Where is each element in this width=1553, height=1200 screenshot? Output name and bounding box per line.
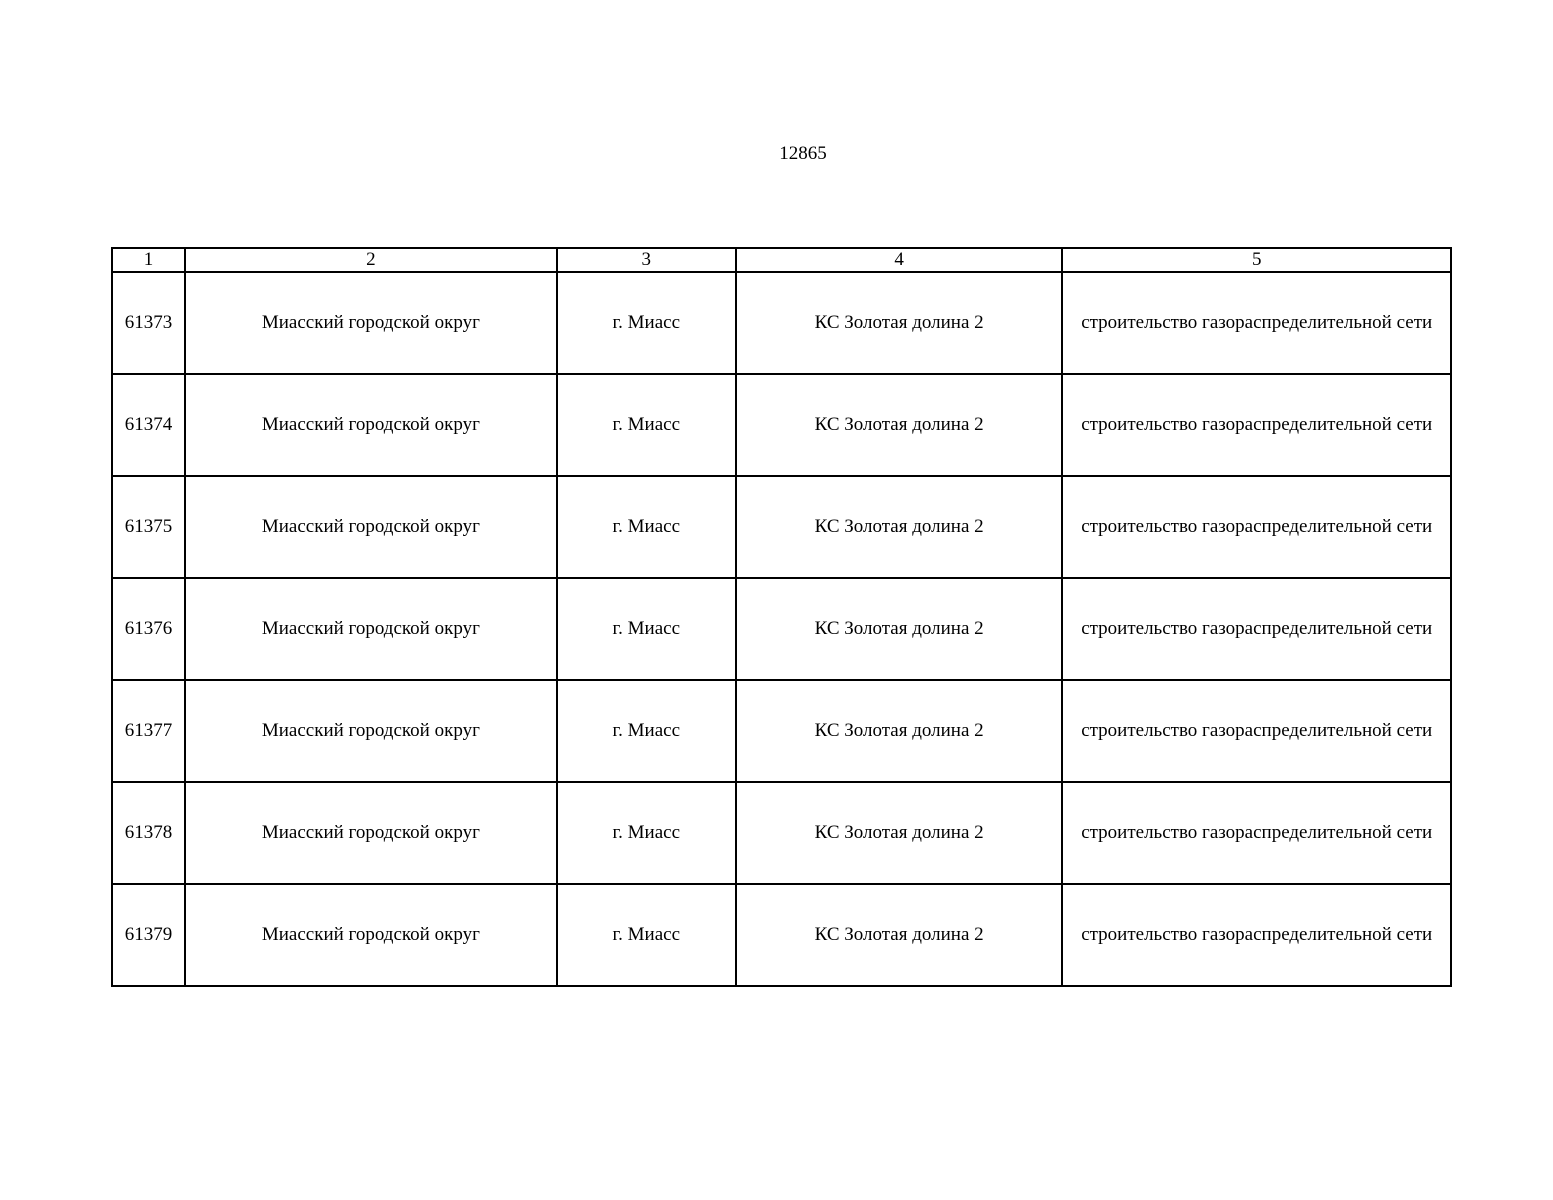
cell-source: КС Золотая долина 2 [736,272,1062,374]
table-row [112,680,1451,782]
table-row [112,272,1451,374]
column-header: 2 [185,248,557,272]
cell-municipality: Миасский городской округ [185,272,557,374]
cell-number: 61377 [112,680,185,782]
cell-number: 61378 [112,782,185,884]
cell-number: 61373 [112,272,185,374]
cell-settlement: г. Миасс [557,680,736,782]
table-row [112,782,1451,884]
cell-settlement: г. Миасс [557,578,736,680]
cell-number: 61375 [112,476,185,578]
table-header-row [112,248,1451,272]
cell-source: КС Золотая долина 2 [736,782,1062,884]
column-header: 3 [557,248,736,272]
cell-source: КС Золотая долина 2 [736,578,1062,680]
table-row [112,476,1451,578]
cell-settlement: г. Миасс [557,374,736,476]
data-table [111,247,1452,987]
cell-work-type: строительство газораспределительной сети [1062,782,1451,884]
cell-work-type: строительство газораспределительной сети [1062,884,1451,986]
table-row [112,578,1451,680]
cell-source: КС Золотая долина 2 [736,374,1062,476]
page-number: 12865 [779,143,827,164]
cell-source: КС Золотая долина 2 [736,476,1062,578]
column-header: 4 [736,248,1062,272]
column-header: 5 [1062,248,1451,272]
cell-number: 61379 [112,884,185,986]
table-row [112,374,1451,476]
cell-work-type: строительство газораспределительной сети [1062,476,1451,578]
cell-municipality: Миасский городской округ [185,578,557,680]
column-header: 1 [112,248,185,272]
cell-municipality: Миасский городской округ [185,884,557,986]
cell-source: КС Золотая долина 2 [736,884,1062,986]
cell-settlement: г. Миасс [557,782,736,884]
cell-work-type: строительство газораспределительной сети [1062,578,1451,680]
cell-municipality: Миасский городской округ [185,374,557,476]
cell-source: КС Золотая долина 2 [736,680,1062,782]
cell-work-type: строительство газораспределительной сети [1062,272,1451,374]
cell-number: 61374 [112,374,185,476]
cell-municipality: Миасский городской округ [185,782,557,884]
table-row [112,884,1451,986]
cell-settlement: г. Миасс [557,476,736,578]
cell-municipality: Миасский городской округ [185,476,557,578]
cell-number: 61376 [112,578,185,680]
cell-settlement: г. Миасс [557,272,736,374]
cell-work-type: строительство газораспределительной сети [1062,374,1451,476]
cell-settlement: г. Миасс [557,884,736,986]
cell-municipality: Миасский городской округ [185,680,557,782]
cell-work-type: строительство газораспределительной сети [1062,680,1451,782]
